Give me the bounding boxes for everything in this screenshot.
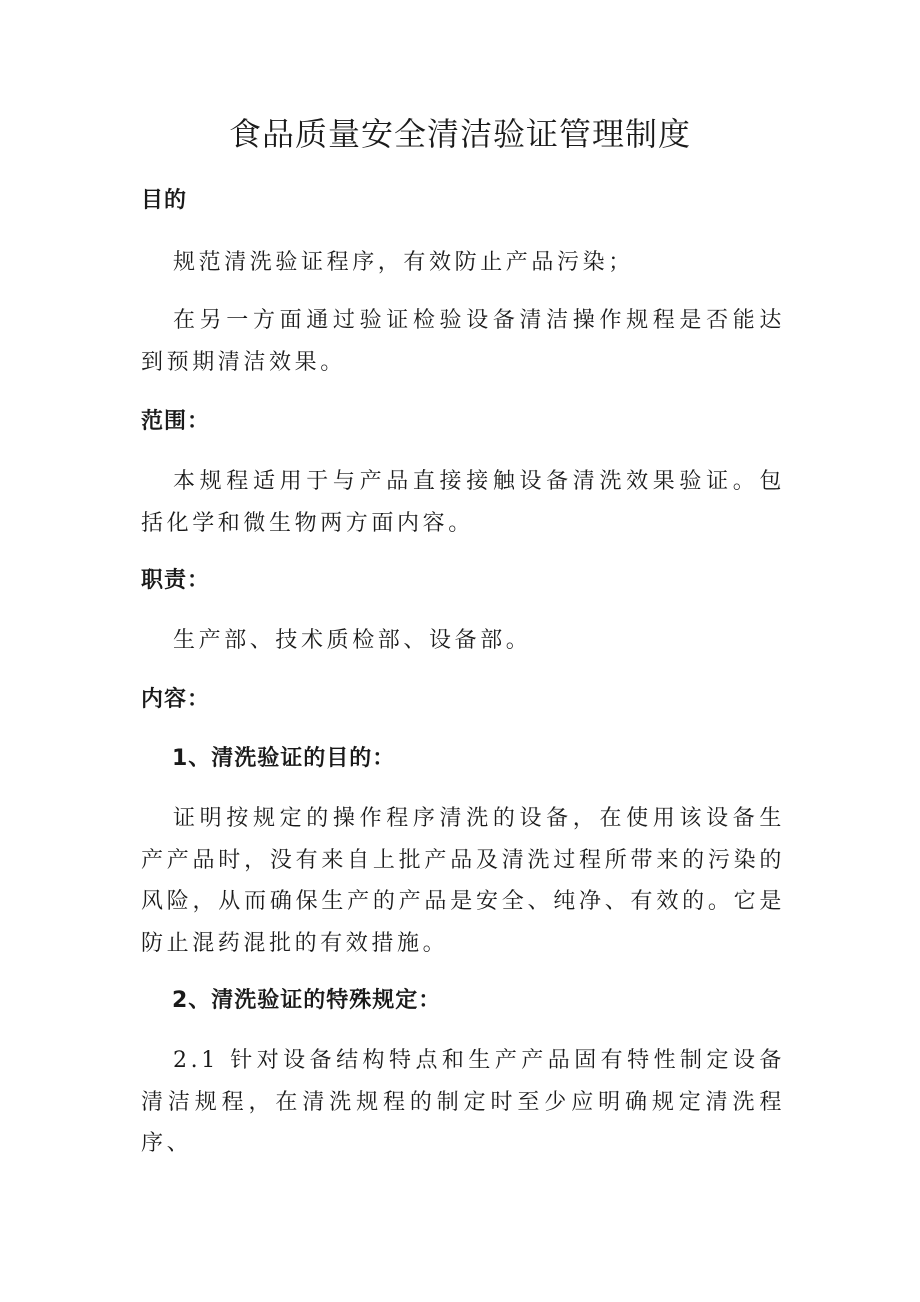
section-1-paragraph: 证明按规定的操作程序清洗的设备，在使用该设备生产产品时，没有来自上批产品及清洗过程所带来的污染的风险，从而确保生产的产品是安全、纯净、有效的。它是防止混药混批的有效措施。 — [141, 806, 785, 956]
section-2-paragraph: 2.1 针对设备结构特点和生产产品固有特性制定设备清洁规程，在清洗规程的制定时至少应明确规定清洗程序、 — [141, 1048, 785, 1156]
scope-heading: 范围： — [141, 409, 211, 434]
purpose-paragraph-1: 规范清洗验证程序，有效防止产品污染； — [173, 250, 634, 275]
purpose-paragraph-2: 在另一方面通过验证检验设备清洁操作规程是否能达到预期清洁效果。 — [141, 308, 785, 375]
duty-heading: 职责： — [141, 568, 211, 593]
purpose-heading: 目的 — [141, 188, 188, 213]
document-title: 食品质量安全清洁验证管理制度 — [228, 115, 691, 153]
scope-paragraph: 本规程适用于与产品直接接触设备清洗效果验证。包括化学和微生物两方面内容。 — [141, 469, 785, 536]
section-1-heading: 1、清洗验证的目的： — [172, 746, 396, 771]
content-heading: 内容： — [141, 687, 211, 712]
duty-paragraph: 生产部、技术质检部、设备部。 — [173, 628, 532, 653]
section-2-heading: 2、清洗验证的特殊规定： — [172, 988, 442, 1013]
